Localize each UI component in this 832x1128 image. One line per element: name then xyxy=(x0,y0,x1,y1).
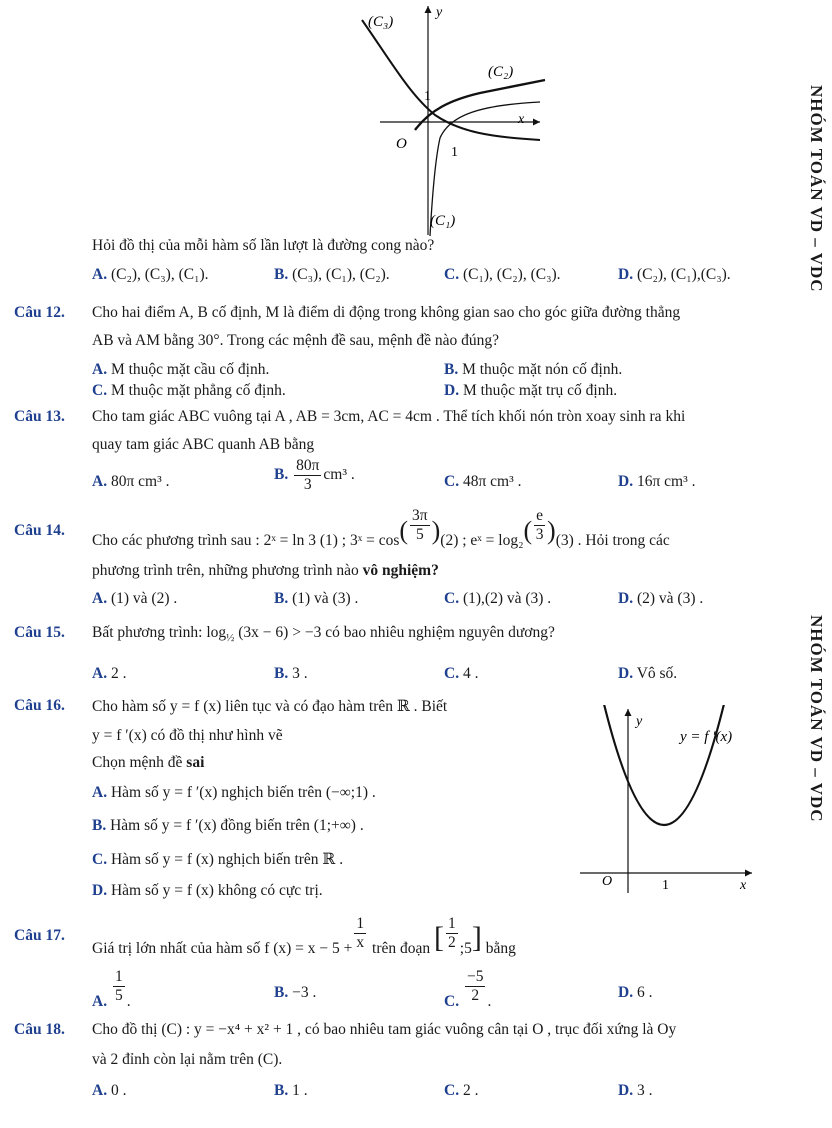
q13-option-b[interactable]: B. $\frac{80\pi}{3}$ cm³ . xyxy=(274,457,355,493)
q18-option-c[interactable]: C. 2 . xyxy=(444,1082,479,1099)
q14-option-d[interactable]: D. (2) và (3) . xyxy=(618,590,704,607)
label-x: x xyxy=(518,112,525,127)
q16-option-c[interactable]: C. Hàm số y = f (x) nghịch biến trên ℝ . xyxy=(92,851,344,868)
q15-label: Câu 15. xyxy=(14,624,65,641)
q15-option-c[interactable]: C. 4 . xyxy=(444,665,479,682)
q14-line1: Cho các phương trình sau : 2ˣ = ln 3 (1) ; 3ˣ = cos( $\frac{3\pi}{5}$ )(2) ; eˣ = log₂( $\frac{e}{3}$ )(3) . Hỏi trong các xyxy=(92,506,670,549)
q17-interval-frac: $\frac{1}{2}$ xyxy=(448,914,456,951)
figure-curves xyxy=(340,0,560,240)
q18-label: Câu 18. xyxy=(14,1021,65,1038)
q18-line2: và 2 đỉnh còn lại nằm trên (C). xyxy=(92,1051,283,1068)
q13-option-a[interactable]: A. 80π cm³ . xyxy=(92,473,170,490)
side-label-top: NHÓM TOÁN VD – VDC xyxy=(807,85,826,293)
q16-option-a[interactable]: A. Hàm số y = f ′(x) nghịch biến trên (−∞;1) . xyxy=(92,784,376,801)
q15-line1: Bất phương trình: $\log_{\frac{1}{2}} (3x - 6) > -3$ có bao nhiêu nghiệm nguyên dương? xyxy=(92,624,555,645)
label-origin: O xyxy=(396,136,407,152)
q17-option-c[interactable]: C. $\frac{-5}{2}$ . xyxy=(444,968,492,1011)
q17-option-b[interactable]: B. −3 . xyxy=(274,984,317,1001)
label-curve: y = f ′(x) xyxy=(680,729,733,745)
q13-line1: Cho tam giác ABC vuông tại A , AB = 3cm, AC = 4cm . Thể tích khối nón tròn xoay sinh ra khi xyxy=(92,408,686,425)
q14-option-b[interactable]: B. (1) và (3) . xyxy=(274,590,359,607)
label-one: 1 xyxy=(662,878,669,893)
q11-prompt: Hỏi đồ thị của mỗi hàm số lần lượt là đường cong nào? xyxy=(92,237,435,254)
q12-line2: AB và AM bằng 30°. Trong các mệnh đề sau, mệnh đề nào đúng? xyxy=(92,332,499,349)
label-x: x xyxy=(740,878,747,893)
q17-line: Giá trị lớn nhất của hàm số f (x) = x − 5 + $\frac{1}{x}$ trên đoạn [ $\frac{1}{2}$ ;5] bằng xyxy=(92,914,516,957)
label-c2: (C₂) xyxy=(488,64,514,80)
q16-option-b[interactable]: B. Hàm số y = f ′(x) đồng biến trên (1;+∞) . xyxy=(92,817,364,834)
q17-option-a[interactable]: A. $\frac{1}{5}$ . xyxy=(92,968,131,1011)
q13-label: Câu 13. xyxy=(14,408,65,425)
q14-frac2: $\frac{e}{3}$ xyxy=(535,506,544,543)
q13-option-d[interactable]: D. 16π cm³ . xyxy=(618,473,696,490)
q16-line1: Cho hàm số y = f (x) liên tục và có đạo hàm trên ℝ . Biết xyxy=(92,698,448,715)
figure-parabola xyxy=(580,705,760,895)
q14-frac1: $\frac{3\pi}{5}$ xyxy=(412,506,428,543)
q18-option-b[interactable]: B. 1 . xyxy=(274,1082,308,1099)
label-c3: (C₃) xyxy=(368,14,394,30)
q14-option-c[interactable]: C. (1),(2) và (3) . xyxy=(444,590,552,607)
q12-option-d[interactable]: D. M thuộc mặt trụ cố định. xyxy=(444,382,618,399)
q16-label: Câu 16. xyxy=(14,697,65,714)
label-one-x: 1 xyxy=(451,145,458,160)
label-y: y xyxy=(436,5,443,20)
label-one-y: 1 xyxy=(424,89,431,104)
label-origin: O xyxy=(602,874,613,889)
q14-option-a[interactable]: A. (1) và (2) . xyxy=(92,590,178,607)
q17-option-d[interactable]: D. 6 . xyxy=(618,984,653,1001)
q15-option-d[interactable]: D. Vô số. xyxy=(618,665,678,682)
side-label-middle: NHÓM TOÁN VD – VDC xyxy=(807,615,826,823)
q14-line2: phương trình trên, những phương trình nào vô nghiệm? xyxy=(92,562,439,579)
q12-option-b[interactable]: B. M thuộc mặt nón cố định. xyxy=(444,361,623,378)
q16-option-d[interactable]: D. Hàm số y = f (x) không có cực trị. xyxy=(92,882,323,899)
q18-line1: Cho đồ thị (C) : y = −x⁴ + x² + 1 , có bao nhiêu tam giác vuông cân tại O , trục đối xứng là Oy xyxy=(92,1021,677,1038)
q17-label: Câu 17. xyxy=(14,927,65,944)
q12-option-c[interactable]: C. M thuộc mặt phẳng cố định. xyxy=(92,382,286,399)
q12-line1: Cho hai điểm A, B cố định, M là điểm di động trong không gian sao cho góc giữa đường thẳng xyxy=(92,304,681,321)
q18-option-d[interactable]: D. 3 . xyxy=(618,1082,653,1099)
label-c1: (C₁) xyxy=(430,213,456,229)
q13-line2: quay tam giác ABC quanh AB bằng xyxy=(92,436,315,453)
q11-option-c[interactable]: C. (C₁), (C₂), (C₃). xyxy=(444,266,561,283)
q16-line3: Chọn mệnh đề sai xyxy=(92,754,205,771)
q16-line2: y = f ′(x) có đồ thị như hình vẽ xyxy=(92,727,283,744)
q11-option-b[interactable]: B. (C₃), (C₁), (C₂). xyxy=(274,266,390,283)
q18-option-a[interactable]: A. 0 . xyxy=(92,1082,127,1099)
q11-option-d[interactable]: D. (C₂), (C₁),(C₃). xyxy=(618,266,731,283)
q12-option-a[interactable]: A. M thuộc mặt cầu cố định. xyxy=(92,361,270,378)
parabola-curve xyxy=(595,705,733,825)
q15-option-a[interactable]: A. 2 . xyxy=(92,665,127,682)
q13-b-fraction: $\frac{80\pi}{3}$ xyxy=(296,457,320,493)
q12-label: Câu 12. xyxy=(14,304,65,321)
q17-frac: $\frac{1}{x}$ xyxy=(356,914,365,951)
q14-label: Câu 14. xyxy=(14,522,65,539)
q11-option-a[interactable]: A. (C₂), (C₃), (C₁). xyxy=(92,266,209,283)
q15-option-b[interactable]: B. 3 . xyxy=(274,665,308,682)
q13-option-c[interactable]: C. 48π cm³ . xyxy=(444,473,522,490)
label-y: y xyxy=(636,714,643,729)
